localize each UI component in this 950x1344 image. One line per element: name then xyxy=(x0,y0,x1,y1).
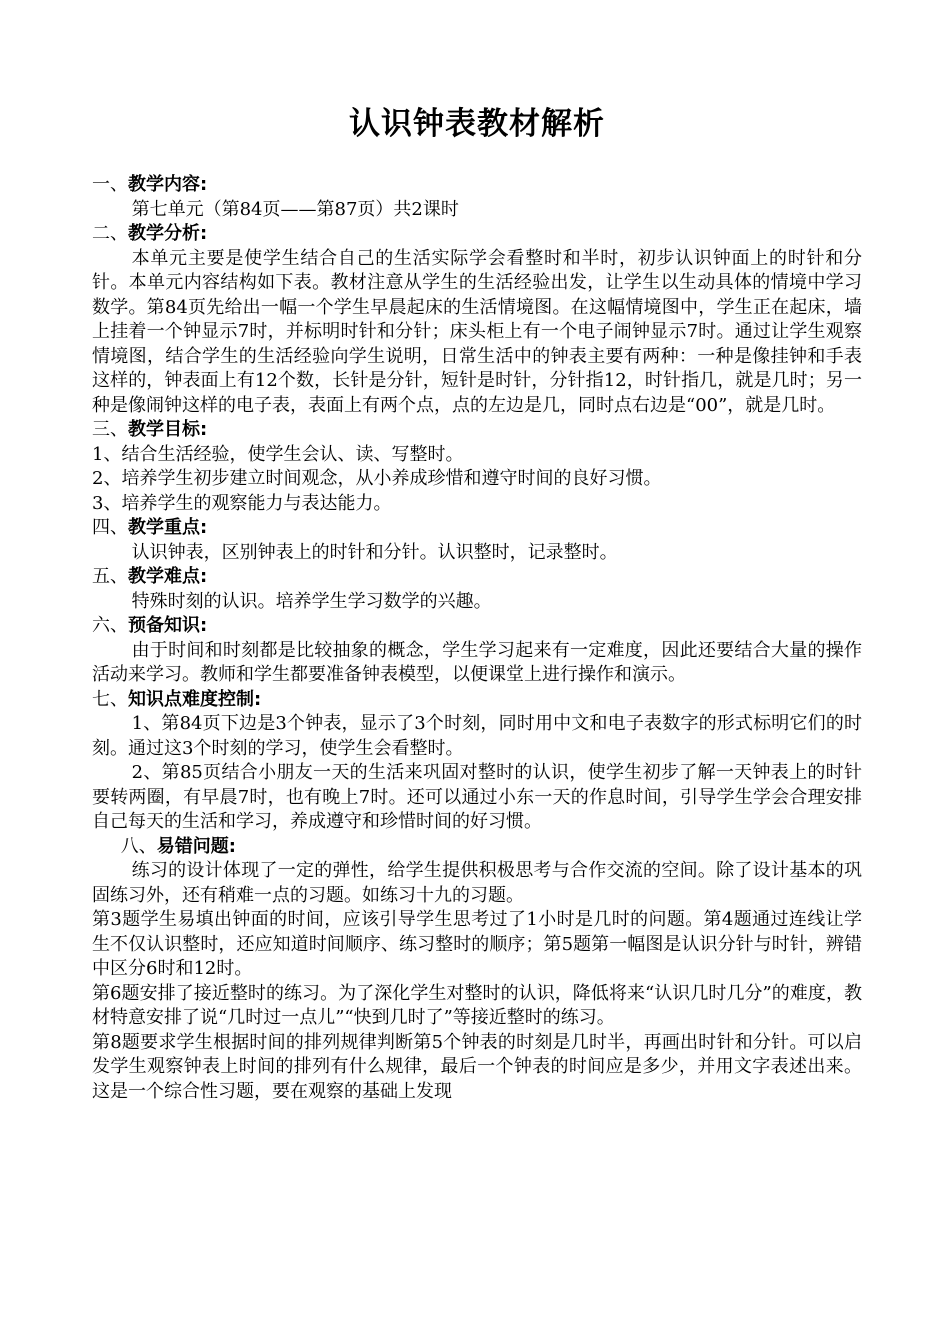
paragraph: 第3题学生易填出钟面的时间，应该引导学生思考过了1小时是几时的问题。第4题通过连线让学生不仅认识整时，还应知道时间顺序、练习整时的顺序；第5题第一幅图是认识分针与时针，辨错中区分6时和12时。 xyxy=(92,909,862,979)
paragraph: 本单元主要是使学生结合自己的生活实际学会看整时和半时，初步认识钟面上的时针和分针。本单元内容结构如下表。教材注意从学生的生活经验出发，让学生以生动具体的情境中学习数学。第84页先给出一幅一个学生早晨起床的生活情境图。在这幅情境图中，学生正在起床，墙上挂着一个钟显示7时，并标明时针和分针；床头柜上有一个电子闹钟显示7时。通过让学生观察情境图，结合学生的生活经验向学生说明，日常生活中的钟表主要有两种：一种是像挂钟和手表这样的，钟表面上有12个数，长针是分针，短针是时针，分针指12，时针指几，就是几时；另一种是像闹钟这样的电子表，表面上有两个点，点的左边是几，同时点右边是“00”，就是几时。 xyxy=(92,247,862,416)
section-heading: 一、教学内容: xyxy=(92,174,208,195)
paragraph: 由于时间和时刻都是比较抽象的概念，学生学习起来有一定难度，因此还要结合大量的操作活动来学习。教师和学生都要准备钟表模型，以便课堂上进行操作和演示。 xyxy=(92,639,862,685)
list-item: 1、结合生活经验，使学生会认、读、写整时。 xyxy=(92,443,464,465)
paragraph: 第8题要求学生根据时间的排列规律判断第5个钟表的时刻是几时半，再画出时针和分针。可以启发学生观察钟表上时间的排列有什么规律，最后一个钟表的时间应是多少，并用文字表述出来。这是一个综合性习题，要在观察的基础上发现 xyxy=(92,1031,862,1102)
section-heading: 八、易错问题: xyxy=(120,835,236,857)
document-title: 认识钟表教材解析 xyxy=(349,106,605,142)
paragraph: 特殊时刻的认识。培养学生学习数学的兴趣。 xyxy=(131,590,492,612)
section-heading: 二、教学分析: xyxy=(92,223,208,244)
list-item: 3、培养学生的观察能力与表达能力。 xyxy=(92,492,392,514)
paragraph: 2、第85页结合小朋友一天的生活来巩固对整时的认识，使学生初步了解一天钟表上的时针要转两圈，有早晨7时，也有晚上7时。还可以通过小东一天的作息时间，引导学生学会合理安排自己每天的生活和学习，养成遵守和珍惜时间的好习惯。 xyxy=(92,762,862,832)
document-body xyxy=(92,173,862,1104)
paragraph: 第6题安排了接近整时的练习。为了深化学生对整时的认识，降低将来“认识几时几分”的难度，教材特意安排了说“几时过一点儿”“快到几时了”等接近整时的练习。 xyxy=(92,982,862,1028)
section-heading: 七、知识点难度控制: xyxy=(92,688,262,710)
paragraph: 第七单元（第84页——第87页）共2课时 xyxy=(131,198,459,220)
section-heading: 五、教学难点: xyxy=(92,566,208,587)
section-heading: 三、教学目标: xyxy=(92,419,208,440)
paragraph: 认识钟表，区别钟表上的时针和分针。认识整时，记录整时。 xyxy=(131,541,618,563)
list-item: 2、培养学生初步建立时间观念，从小养成珍惜和遵守时间的良好习惯。 xyxy=(92,468,662,489)
paragraph: 练习的设计体现了一定的弹性，给学生提供积极思考与合作交流的空间。除了设计基本的巩固练习外，还有稍难一点的习题。如练习十九的习题。 xyxy=(92,860,862,906)
section-heading: 四、教学重点: xyxy=(92,517,208,538)
paragraph: 1、第84页下边是3个钟表，显示了3个时刻，同时用中文和电子表数字的形式标明它们的时刻。通过这3个时刻的学习，使学生会看整时。 xyxy=(92,713,862,759)
section-heading: 六、预备知识: xyxy=(92,615,208,636)
